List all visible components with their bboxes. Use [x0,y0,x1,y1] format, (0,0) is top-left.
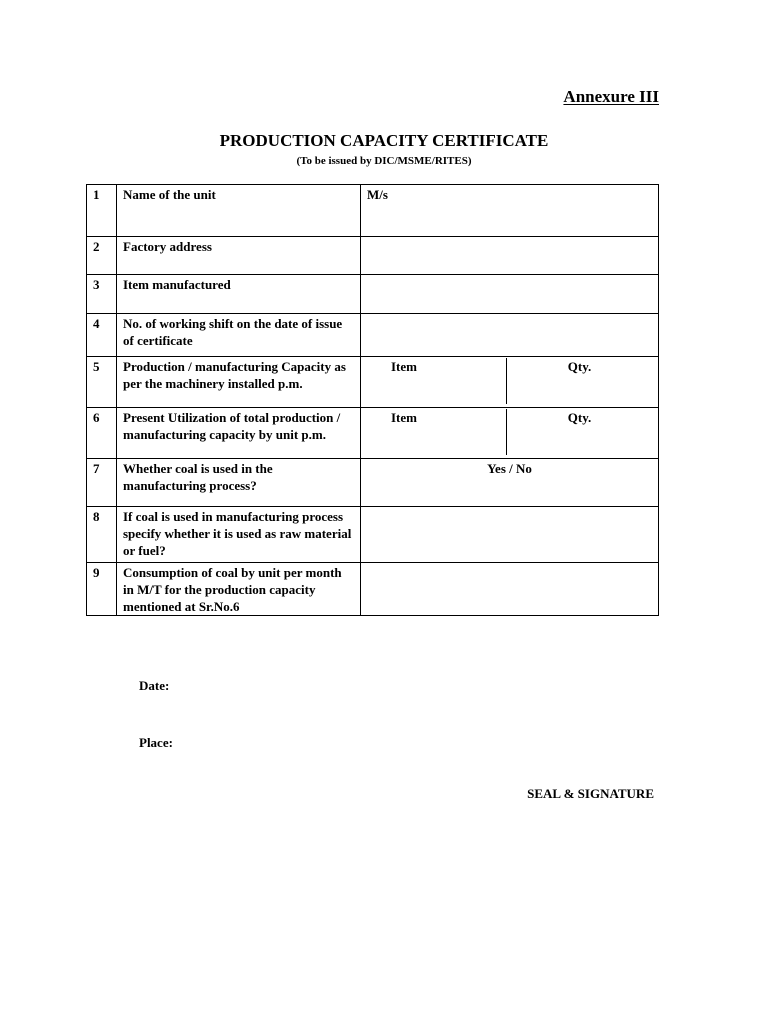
page-title: PRODUCTION CAPACITY CERTIFICATE [219,131,549,150]
table-row [87,507,659,563]
row-label: Present Utilization of total production / manufacturing capacity by unit p.m. [117,408,361,459]
row-value [361,237,659,275]
row-label: Name of the unit [117,185,361,237]
page-subtitle: (To be issued by DIC/MSME/RITES) [296,155,472,167]
qty-column: Qty. [567,359,592,374]
row-value [361,275,659,314]
table-row [87,185,659,237]
item-column: Item [367,409,507,455]
table-row [87,275,659,314]
table-row [87,563,659,616]
row-value: Yes / No [361,459,659,507]
annexure-label: Annexure III [563,87,659,106]
table-row [87,314,659,357]
row-label: Consumption of coal by unit per month in M/T for the production capacity mentioned at Sr.No.6 [117,563,361,616]
row-number: 8 [87,507,117,563]
row-number: 9 [87,563,117,616]
row-label: Whether coal is used in the manufacturing process? [117,459,361,507]
table-row [87,408,659,459]
row-label: No. of working shift on the date of issue of certificate [117,314,361,357]
place-label: Place: [139,735,173,750]
row-number: 1 [87,185,117,237]
row-label: Factory address [117,237,361,275]
row-label: If coal is used in manufacturing process specify whether it is used as raw material or fuel? [117,507,361,563]
seal-signature-label: SEAL & SIGNATURE [527,786,654,801]
certificate-table [86,184,659,616]
row-label: Item manufactured [117,275,361,314]
row-number: 5 [87,357,117,408]
table-row [87,237,659,275]
row-value-split [361,357,659,408]
row-value [361,314,659,357]
row-number: 4 [87,314,117,357]
table-row [87,357,659,408]
row-value-split [361,408,659,459]
row-value: M/s [361,185,659,237]
row-number: 7 [87,459,117,507]
item-column: Item [367,358,507,404]
row-label: Production / manufacturing Capacity as per the machinery installed p.m. [117,357,361,408]
row-value [361,507,659,563]
row-number: 6 [87,408,117,459]
qty-column: Qty. [567,410,592,425]
row-number: 2 [87,237,117,275]
row-number: 3 [87,275,117,314]
row-value [361,563,659,616]
date-label: Date: [139,678,170,693]
table-row [87,459,659,507]
